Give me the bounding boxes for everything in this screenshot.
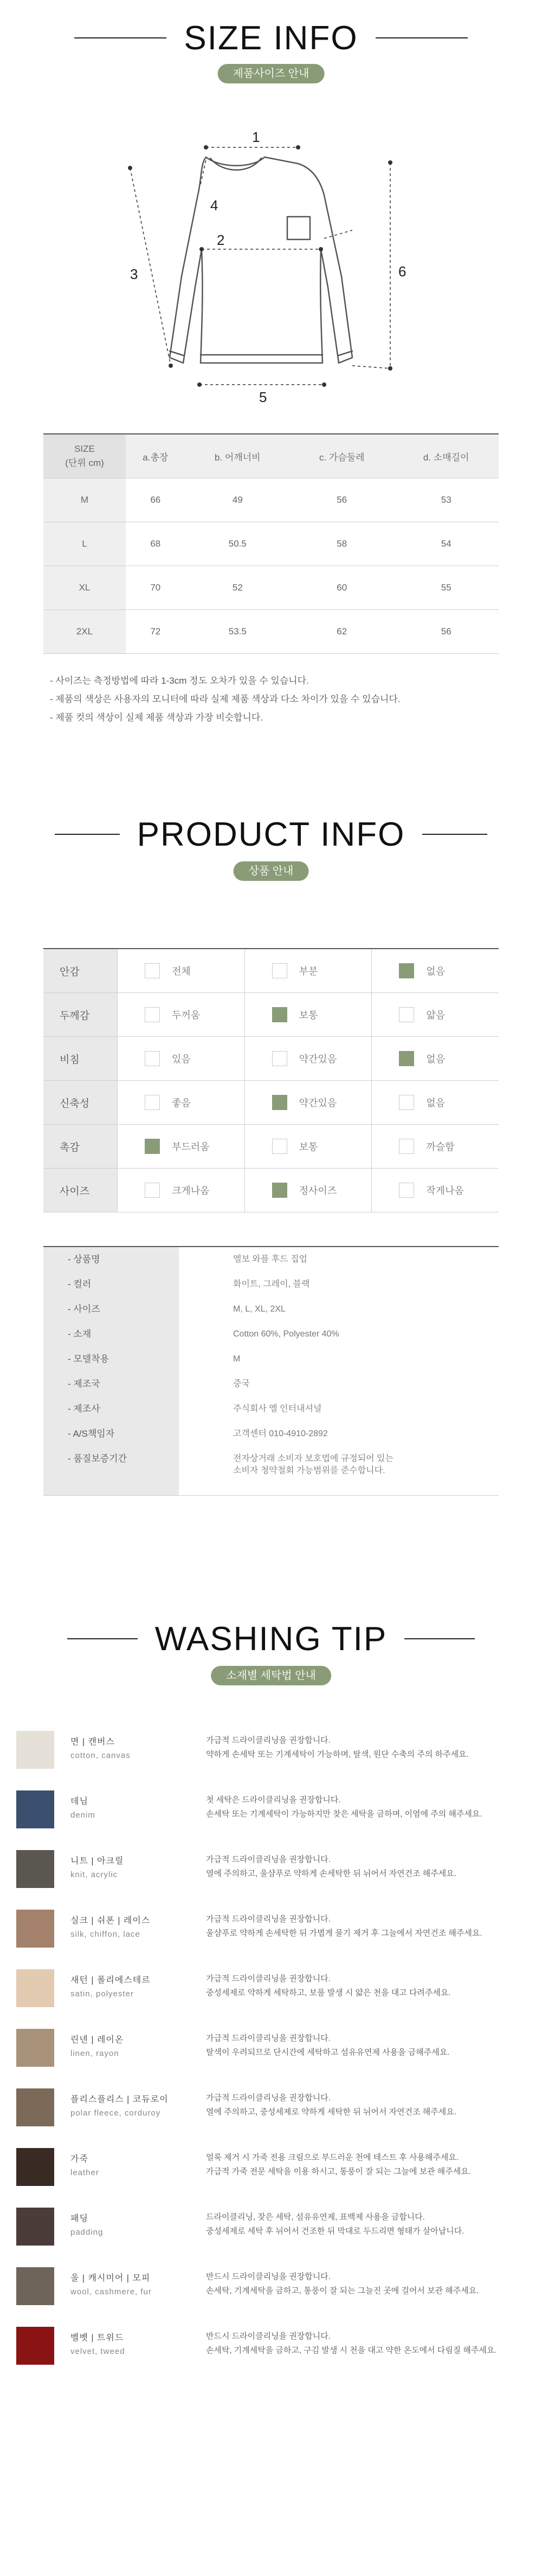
- option-label: 보통: [299, 1141, 318, 1152]
- fabric-name-en: silk, chiffon, lace: [70, 1930, 140, 1939]
- attribute-option: [371, 1037, 499, 1080]
- care-line: 가급적 드라이클리닝을 권장합니다.: [206, 1855, 331, 1864]
- care-line: 가급적 드라이클리닝을 권장합니다.: [206, 1915, 331, 1924]
- attribute-option: [371, 1169, 499, 1212]
- fabric-swatch-image: [16, 1910, 54, 1948]
- spec-row: [43, 1322, 499, 1347]
- spec-value: M: [233, 1354, 241, 1364]
- option-label: 크게나옴: [172, 1185, 210, 1196]
- washing-tip-subtitle: 소재별 세탁법 안내: [211, 1666, 331, 1685]
- care-line: 가급적 가죽 전문 세탁을 이용 하시고, 통풍이 잘 되는 그늘에 보관 해주세요.: [206, 2167, 471, 2176]
- spec-value: 중국: [233, 1379, 250, 1388]
- col-header: d. 소매길이: [393, 434, 499, 478]
- option-label: 없음: [426, 1098, 446, 1108]
- washing-item: [16, 1907, 526, 1967]
- table-cell: 56: [290, 478, 393, 522]
- table-cell: 50.5: [185, 522, 291, 566]
- fabric-name-en: wool, cashmere, fur: [70, 2287, 152, 2296]
- attribute-label: 사이즈: [43, 1169, 117, 1212]
- checked-checkbox-icon: [272, 1183, 287, 1198]
- attribute-option: [117, 949, 244, 992]
- checkbox-icon: [399, 1183, 414, 1198]
- spec-value: M, L, XL, 2XL: [233, 1305, 286, 1314]
- spec-value: 전자상거래 소비자 보호법에 규정되어 있는 소비자 청약철회 가능범위를 준수합니다.: [233, 1454, 393, 1475]
- option-label: 보통: [299, 1010, 318, 1021]
- checkbox-icon: [399, 1095, 414, 1110]
- table-cell: 70: [126, 566, 185, 610]
- table-row: [43, 566, 499, 610]
- attribute-row: [43, 949, 499, 993]
- fabric-name: 린넨 | 레이온: [70, 2035, 124, 2045]
- care-line: 손세탁 또는 기계세탁이 가능하지만 찾은 세탁을 금하며, 이염에 주의 해주세요.: [206, 1809, 482, 1819]
- care-text: [206, 2210, 531, 2238]
- care-line: 드라이클리닝, 잦은 세탁, 섬유유연제, 표백제 사용을 금합니다.: [206, 2212, 425, 2222]
- option-label: 정사이즈: [299, 1185, 337, 1196]
- col-header: b. 어깨너비: [185, 434, 291, 478]
- garment-diagram: [119, 125, 423, 412]
- care-text: [206, 1734, 531, 1762]
- spec-value: Cotton 60%, Polyester 40%: [233, 1329, 339, 1339]
- table-cell: 66: [126, 478, 185, 522]
- size-label: M: [43, 478, 126, 522]
- spec-label: - 컬러: [43, 1272, 179, 1297]
- option-label: 없음: [426, 966, 446, 977]
- option-label: 까슬함: [426, 1141, 455, 1152]
- spec-row: [43, 1247, 499, 1272]
- washing-item: [16, 1788, 526, 1847]
- size-note: - 제품의 색상은 사용자의 모니터에 따라 실제 제품 색상과 다소 차이가 있을 수 있습니다.: [50, 694, 401, 704]
- table-cell: 62: [290, 610, 393, 654]
- spec-row: [43, 1297, 499, 1322]
- fabric-name: 플리스플리스 | 코듀로이: [70, 2095, 169, 2104]
- attribute-label: 신축성: [43, 1081, 117, 1124]
- spec-row: [43, 1422, 499, 1446]
- attribute-row: [43, 1125, 499, 1169]
- spec-label: - 사이즈: [43, 1297, 179, 1322]
- title-rule-right: [376, 37, 468, 38]
- table-cell: 49: [185, 478, 291, 522]
- spec-row: [43, 1446, 499, 1495]
- care-line: 가급적 드라이클리닝을 권장합니다.: [206, 1974, 331, 1983]
- care-line: 손세탁, 기계세탁을 금하고, 구김 발생 시 천을 대고 약한 온도에서 다림질 해주세요.: [206, 2346, 497, 2355]
- table-row: [43, 522, 499, 566]
- table-cell: 58: [290, 522, 393, 566]
- attribute-option: [244, 1081, 372, 1124]
- title-rule-left: [74, 37, 166, 38]
- attribute-option: [244, 1037, 372, 1080]
- fabric-name: 가죽: [70, 2155, 88, 2164]
- attribute-label: 촉감: [43, 1125, 117, 1168]
- garment-neckband: [210, 158, 261, 170]
- spec-row: [43, 1397, 499, 1422]
- attribute-option: [244, 1169, 372, 1212]
- fabric-name-en: satin, polyester: [70, 1989, 134, 1998]
- attribute-option: [117, 1037, 244, 1080]
- table-cell: 68: [126, 522, 185, 566]
- table-row: [43, 478, 499, 522]
- checkbox-icon: [399, 1007, 414, 1022]
- care-line: 중성세제로 세탁 후 뉘어서 건조한 뒤 막대로 두드리면 형태가 살아납니다.: [206, 2227, 464, 2236]
- checked-checkbox-icon: [272, 1007, 287, 1022]
- checkbox-icon: [145, 1183, 160, 1198]
- fabric-name-en: leather: [70, 2168, 99, 2177]
- attribute-label: 안감: [43, 949, 117, 992]
- care-text: [206, 2270, 531, 2298]
- spec-value: 주식회사 엘 인터내셔널: [233, 1404, 322, 1413]
- spec-label: - 상품명: [43, 1247, 179, 1272]
- product-info-title: PRODUCT INFO: [137, 815, 405, 853]
- fabric-swatch-image: [16, 2267, 54, 2305]
- attribute-row: [43, 993, 499, 1037]
- attribute-row: [43, 1169, 499, 1212]
- attribute-option: [244, 949, 372, 992]
- fabric-name: 패딩: [70, 2214, 88, 2223]
- care-text: [206, 2032, 531, 2060]
- garment-pocket: [287, 217, 310, 239]
- care-line: 탈색이 우려되므로 단시간에 세탁하고 섬유유연제 사용을 금해주세요.: [206, 2048, 450, 2057]
- checkbox-icon: [145, 963, 160, 978]
- spec-label: - 모델착용: [43, 1347, 179, 1372]
- fabric-name-en: padding: [70, 2228, 104, 2237]
- size-note: - 사이즈는 측정방법에 따라 1-3cm 정도 오차가 있을 수 있습니다.: [50, 676, 309, 686]
- option-label: 좋음: [172, 1098, 191, 1108]
- spec-label: - 품질보증기간: [43, 1446, 179, 1495]
- size-label: L: [43, 522, 126, 566]
- dim-label-4: 4: [210, 197, 218, 213]
- washing-item: [16, 2324, 526, 2384]
- title-rule-right: [404, 1638, 475, 1639]
- washing-item: [16, 1847, 526, 1907]
- table-cell: 53: [393, 478, 499, 522]
- care-text: [206, 2091, 531, 2119]
- option-label: 얇음: [426, 1010, 446, 1021]
- care-text: [206, 1912, 531, 1941]
- table-cell: 60: [290, 566, 393, 610]
- fabric-swatch-image: [16, 1731, 54, 1769]
- option-label: 두꺼움: [172, 1010, 201, 1021]
- dim-label-5: 5: [259, 389, 267, 405]
- table-cell: 55: [393, 566, 499, 610]
- care-text: [206, 1972, 531, 2000]
- checkbox-icon: [145, 1007, 160, 1022]
- checked-checkbox-icon: [399, 1051, 414, 1066]
- dim-label-1: 1: [252, 129, 260, 145]
- spec-value: 고객센터 010-4910-2892: [233, 1429, 328, 1438]
- fabric-swatch-image: [16, 2029, 54, 2067]
- spec-label: - 제조국: [43, 1372, 179, 1397]
- fabric-name: 벨벳 | 트위드: [70, 2333, 124, 2343]
- checkbox-icon: [272, 1051, 287, 1066]
- washing-item: [16, 2264, 526, 2324]
- checkbox-icon: [145, 1095, 160, 1110]
- checked-checkbox-icon: [145, 1139, 160, 1154]
- fabric-swatch-image: [16, 1969, 54, 2007]
- spec-value: 화이트, 그레이, 블랙: [233, 1280, 310, 1289]
- option-label: 약간있음: [299, 1098, 337, 1108]
- attribute-row: [43, 1081, 499, 1125]
- washing-item: [16, 2205, 526, 2264]
- fabric-name: 새턴 | 폴리에스테르: [70, 1976, 151, 1985]
- attribute-option: [371, 993, 499, 1036]
- option-label: 약간있음: [299, 1054, 337, 1065]
- attribute-option: [371, 949, 499, 992]
- product-attribute-table: [43, 948, 499, 1212]
- size-label: XL: [43, 566, 126, 610]
- table-cell: 53.5: [185, 610, 291, 654]
- product-info-header: [0, 815, 542, 853]
- washing-tip-title: WASHING TIP: [154, 1620, 388, 1658]
- table-cell: 54: [393, 522, 499, 566]
- checkbox-icon: [272, 963, 287, 978]
- care-text: [206, 1793, 531, 1821]
- attribute-option: [244, 1125, 372, 1168]
- table-cell: 56: [393, 610, 499, 654]
- care-line: 열에 주의하고, 중성세제로 약하게 세탁한 뒤 뉘어서 자연건조 해주세요.: [206, 2107, 456, 2117]
- fabric-name: 니트 | 아크릴: [70, 1857, 124, 1866]
- spec-value: 엘보 와플 후드 집업: [233, 1255, 307, 1264]
- washing-item: [16, 1728, 526, 1788]
- care-text: [206, 2151, 531, 2179]
- attribute-option: [371, 1081, 499, 1124]
- option-label: 부분: [299, 966, 318, 977]
- care-line: 울샴푸로 약하게 손세탁한 뒤 가볍게 물기 제거 후 그늘에서 자연건조 해주세요.: [206, 1929, 482, 1938]
- spec-row: [43, 1347, 499, 1372]
- washing-item: [16, 2086, 526, 2145]
- attribute-label: 비침: [43, 1037, 117, 1080]
- care-line: 중성세제로 약하게 세탁하고, 보풀 발생 시 얇은 천을 대고 다려주세요.: [206, 1988, 451, 1997]
- care-line: 약하게 손세탁 또는 기계세탁이 가능하며, 탈색, 원단 수축의 주의 하주세요.: [206, 1750, 469, 1759]
- care-line: 가급적 드라이클리닝을 권장합니다.: [206, 1736, 331, 1745]
- size-info-title: SIZE INFO: [184, 19, 358, 57]
- size-table: [43, 433, 499, 654]
- dim-label-2: 2: [217, 232, 225, 248]
- fabric-name-en: knit, acrylic: [70, 1870, 118, 1879]
- attribute-option: [117, 993, 244, 1036]
- attribute-option: [244, 993, 372, 1036]
- fabric-swatch-image: [16, 2148, 54, 2186]
- size-unit-header: SIZE (단위 cm): [43, 434, 126, 478]
- col-header: a.총장: [126, 434, 185, 478]
- attribute-label: 두께감: [43, 993, 117, 1036]
- fabric-name: 울 | 캐시미어 | 모피: [70, 2274, 151, 2283]
- spec-label: - 소재: [43, 1322, 179, 1347]
- attribute-option: [117, 1125, 244, 1168]
- dim-label-3: 3: [130, 266, 138, 282]
- care-line: 첫 세탁은 드라이클리닝을 권장합니다.: [206, 1795, 341, 1805]
- title-rule-left: [67, 1638, 138, 1639]
- fabric-swatch-image: [16, 2327, 54, 2365]
- care-text: [206, 2330, 531, 2358]
- care-text: [206, 1853, 531, 1881]
- size-info-subtitle: 제품사이즈 안내: [218, 64, 325, 83]
- garment-outline: [170, 157, 352, 363]
- size-table-header: [43, 434, 499, 478]
- product-spec-table: [43, 1246, 499, 1496]
- attribute-row: [43, 1037, 499, 1081]
- product-info-subtitle: 상품 안내: [234, 861, 309, 881]
- attribute-option: [371, 1125, 499, 1168]
- option-label: 작게나옴: [426, 1185, 464, 1196]
- washing-item: [16, 2026, 526, 2086]
- spec-label: - A/S책임자: [43, 1422, 179, 1446]
- care-line: 얼룩 제거 시 가죽 전용 크림으로 부드러운 천에 테스트 후 사용해주세요.: [206, 2153, 459, 2162]
- table-cell: 72: [126, 610, 185, 654]
- care-line: 열에 주의하고, 울샴푸로 약하게 손세탁한 뒤 뉘어서 자연건조 해주세요.: [206, 1869, 456, 1878]
- option-label: 없음: [426, 1054, 446, 1065]
- washing-tip-header: [0, 1620, 542, 1658]
- fabric-name-en: polar fleece, corduroy: [70, 2108, 161, 2118]
- checkbox-icon: [145, 1051, 160, 1066]
- table-row: [43, 610, 499, 654]
- spec-row: [43, 1272, 499, 1297]
- attribute-option: [117, 1169, 244, 1212]
- option-label: 있음: [172, 1054, 191, 1065]
- size-notes: [50, 672, 401, 727]
- fabric-name-en: cotton, canvas: [70, 1751, 131, 1760]
- size-label: 2XL: [43, 610, 126, 654]
- dim-label-6: 6: [398, 263, 406, 280]
- col-header: c. 가슴둘레: [290, 434, 393, 478]
- fabric-name-en: linen, rayon: [70, 2049, 119, 2058]
- fabric-swatch-image: [16, 2208, 54, 2246]
- checkbox-icon: [272, 1139, 287, 1154]
- fabric-name: 데님: [70, 1797, 88, 1806]
- fabric-name-en: velvet, tweed: [70, 2347, 125, 2356]
- option-label: 부드러움: [172, 1141, 210, 1152]
- size-note: - 제품 컷의 색상이 실제 제품 색상과 가장 비슷합니다.: [50, 712, 263, 723]
- attribute-option: [117, 1081, 244, 1124]
- care-line: 손세탁, 기계세탁을 금하고, 통풍이 잘 되는 그늘진 곳에 걸어서 보관 해주세요.: [206, 2286, 479, 2295]
- washing-item: [16, 2145, 526, 2205]
- spec-row: [43, 1372, 499, 1397]
- fabric-swatch-image: [16, 2088, 54, 2126]
- checked-checkbox-icon: [272, 1095, 287, 1110]
- title-rule-left: [55, 834, 120, 835]
- spec-label: - 제조사: [43, 1397, 179, 1422]
- fabric-name: 실크 | 쉬폰 | 레이스: [70, 1916, 151, 1925]
- care-line: 가급적 드라이클리닝을 권장합니다.: [206, 2093, 331, 2103]
- fabric-swatch-image: [16, 1850, 54, 1888]
- washing-item: [16, 1967, 526, 2026]
- fabric-swatch-image: [16, 1790, 54, 1828]
- option-label: 전체: [172, 966, 191, 977]
- care-line: 가급적 드라이클리닝을 권장합니다.: [206, 2034, 331, 2043]
- size-info-header: [0, 19, 542, 57]
- fabric-name: 면 | 캔버스: [70, 1737, 115, 1747]
- care-line: 반드시 드라이클리닝을 권장합니다.: [206, 2332, 331, 2341]
- title-rule-right: [422, 834, 487, 835]
- care-line: 반드시 드라이클리닝을 권장합니다.: [206, 2272, 331, 2281]
- table-cell: 52: [185, 566, 291, 610]
- checkbox-icon: [399, 1139, 414, 1154]
- fabric-name-en: denim: [70, 1811, 95, 1820]
- checked-checkbox-icon: [399, 963, 414, 978]
